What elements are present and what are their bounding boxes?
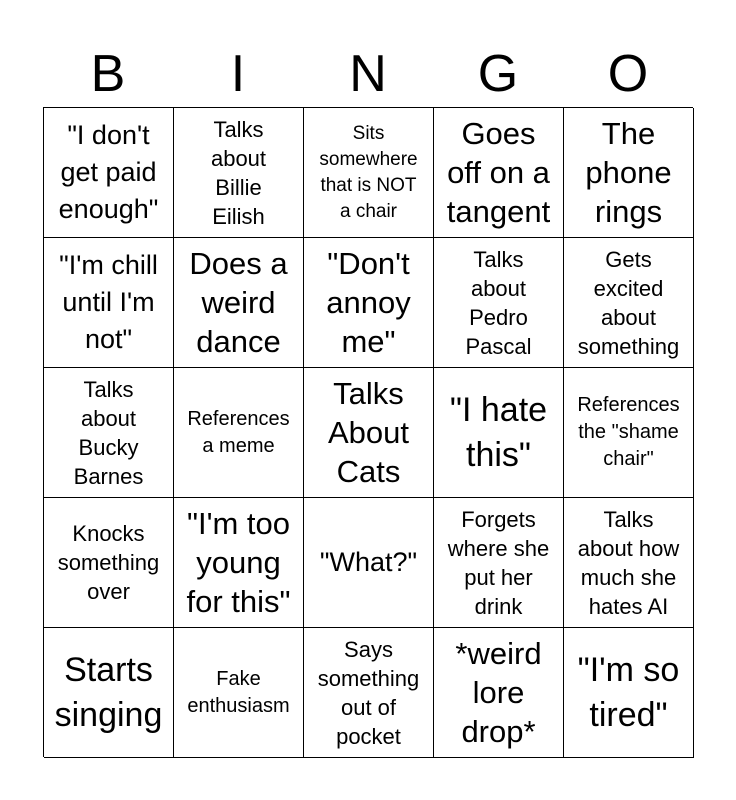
cell-text: "I'm chill until I'm not" — [59, 250, 158, 354]
bingo-cell[interactable] — [564, 108, 694, 238]
bingo-cell[interactable] — [44, 628, 174, 758]
cell-text: "I don't get paid enough" — [58, 120, 159, 224]
bingo-cell[interactable] — [174, 498, 304, 628]
bingo-cell[interactable] — [174, 628, 304, 758]
cell-text: Fake enthusiasm — [187, 667, 290, 717]
cell-text: Does a weird dance — [189, 246, 288, 359]
cell-text: Talks about Bucky Barnes — [73, 376, 144, 489]
header-letter-n: N — [349, 45, 387, 103]
bingo-cell[interactable] — [304, 108, 434, 238]
cell-text: References the "shame chair" — [577, 394, 680, 470]
bingo-cell[interactable] — [304, 498, 434, 628]
header-letter-g: G — [477, 45, 519, 103]
cell-text: *weird lore drop* — [455, 636, 542, 749]
bingo-cell[interactable] — [44, 498, 174, 628]
cell-text: Talks About Cats — [327, 376, 409, 489]
bingo-cell[interactable] — [304, 238, 434, 368]
cell-text: Says something out of pocket — [317, 636, 420, 749]
bingo-cell[interactable] — [174, 368, 304, 498]
bingo-cell[interactable] — [304, 368, 434, 498]
cell-text: "I'm too young for this" — [186, 506, 291, 619]
cell-text: Talks about Pedro Pascal — [465, 246, 532, 359]
bingo-cell[interactable] — [174, 238, 304, 368]
cell-text: Talks about Billie Eilish — [210, 116, 267, 229]
cell-text: References a meme — [187, 407, 290, 457]
bingo-cell[interactable] — [44, 238, 174, 368]
bingo-cell[interactable] — [174, 108, 304, 238]
cell-text: Gets excited about something — [577, 246, 680, 359]
cell-text: Goes off on a tangent — [446, 116, 551, 229]
cell-text: Forgets where she put her drink — [447, 506, 550, 619]
cell-text: "I'm so tired" — [577, 650, 680, 734]
bingo-cell[interactable] — [434, 368, 564, 498]
header-letter-o: O — [607, 45, 649, 103]
bingo-cell[interactable] — [564, 498, 694, 628]
bingo-cell[interactable] — [564, 368, 694, 498]
header-letter-i: I — [230, 45, 246, 103]
bingo-cell[interactable] — [434, 628, 564, 758]
cell-text: "I hate this" — [449, 390, 548, 474]
bingo-cell[interactable] — [44, 368, 174, 498]
cell-text: Sits somewhere that is NOT a chair — [319, 122, 418, 222]
cell-text: "What?" — [319, 547, 418, 577]
cell-text: Talks about how much she hates AI — [577, 506, 680, 619]
bingo-cell[interactable] — [564, 238, 694, 368]
bingo-cell[interactable] — [564, 628, 694, 758]
cell-text: The phone rings — [585, 116, 672, 229]
bingo-cell[interactable] — [434, 238, 564, 368]
cell-text: "Don't annoy me" — [326, 246, 411, 359]
cell-text: Starts singing — [54, 650, 163, 734]
bingo-header — [43, 40, 693, 108]
bingo-cell[interactable] — [434, 108, 564, 238]
bingo-cell[interactable] — [44, 108, 174, 238]
bingo-cell[interactable] — [304, 628, 434, 758]
bingo-cell[interactable] — [434, 498, 564, 628]
cell-text: Knocks something over — [57, 521, 160, 604]
bingo-board — [43, 107, 693, 757]
header-letter-b: B — [90, 45, 126, 103]
